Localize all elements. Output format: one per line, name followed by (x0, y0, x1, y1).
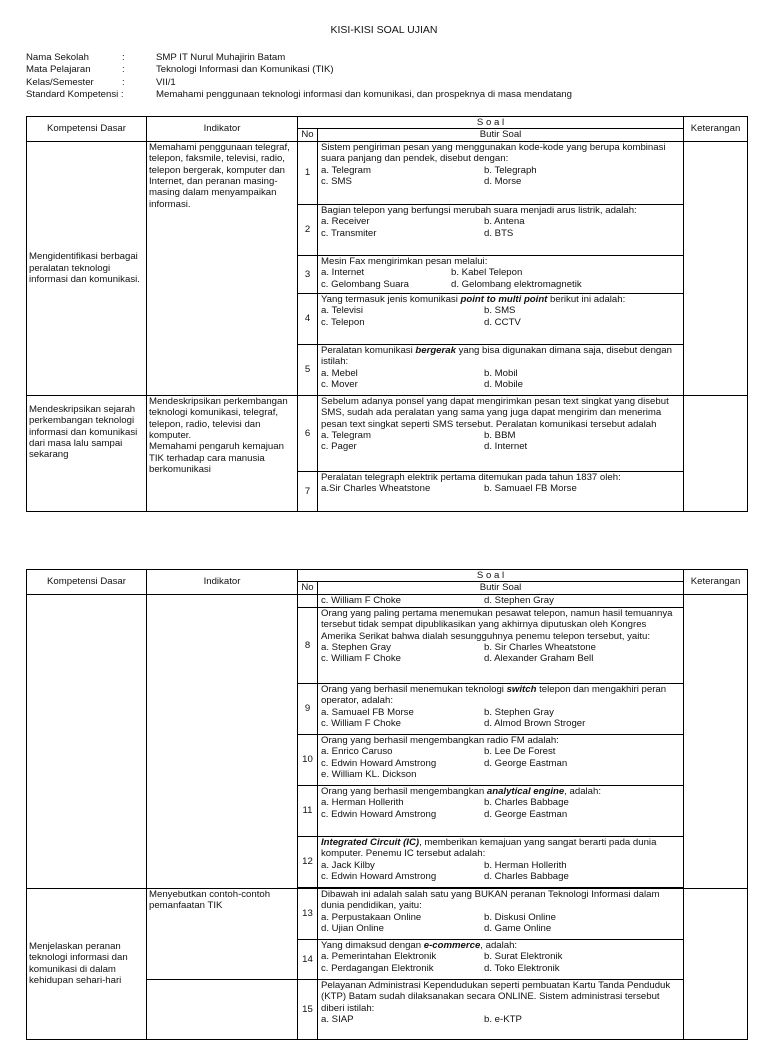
option-b: b. Kabel Telepon (451, 267, 523, 279)
option-b: b. Sir Charles Wheatstone (484, 642, 596, 654)
question-text: Mesin Fax mengirimkan pesan melalui: (321, 255, 488, 267)
question-item (318, 683, 684, 734)
option-a: a. Jack Kilby (321, 859, 375, 871)
answer-options (321, 797, 681, 820)
col-header-soal: S o a l (298, 117, 684, 129)
option-c: c. William F Choke (321, 718, 401, 730)
option-d: d. Mobile (484, 379, 523, 391)
option-d: d. Toko Elektronik (484, 962, 560, 974)
question-number: 14 (298, 939, 318, 979)
question-text: Sebelum adanya ponsel yang dapat mengirimkan pesan text singkat yang disebut SMS, sudah ada peralatan yang sama yang juga dapat mengirim dan menerima pesan text singkat seperti SMS tersebut. Peralatan komunikasi tersebut adalah (321, 395, 669, 430)
option-a: a. Samuael FB Morse (321, 706, 414, 718)
option-d: d. Morse (484, 176, 522, 188)
question-number: 9 (298, 683, 318, 734)
option-a: a. Pemerintahan Elektronik (321, 951, 437, 963)
question-item (318, 939, 684, 979)
question-number (298, 594, 318, 607)
question-text: Orang yang berhasil menemukan teknologi switch telepon dan mengakhiri peran operator, adalah: (321, 683, 667, 707)
option-b: b. Samuael FB Morse (484, 483, 577, 495)
option-a: a. Mebel (321, 367, 358, 379)
question-item (318, 293, 684, 344)
question-number: 5 (298, 344, 318, 395)
question-text: Orang yang berhasil mengembangkan radio FM adalah: (321, 734, 559, 746)
col-header-soal: S o a l (298, 570, 684, 582)
header-row-class: Kelas/Semester : VII/1 (26, 76, 176, 88)
option-d: d. Internet (484, 441, 528, 453)
option-c: d. Ujian Online (321, 923, 384, 935)
question-item (318, 979, 684, 1039)
header-row-competency: Standard Kompetensi : Memahami penggunaan teknologi informasi dan komunikasi, dan prospeknya di masa mendatang (26, 88, 572, 100)
question-text: Dibawah ini adalah salah satu yang BUKAN peranan Teknologi Informasi dalam dunia pendidikan, yaitu: (321, 888, 660, 912)
question-text: Orang yang berhasil mengembangkan analytical engine, adalah: (321, 785, 601, 797)
exam-grid-table-2 (26, 569, 748, 1040)
question-text: Peralatan telegraph elektrik pertama ditemukan pada tahun 1837 oleh: (321, 471, 621, 483)
question-text: Orang yang paling pertama menemukan pesawat telepon, namun hasil temuannya tersebut tidak sempat dipublikasikan yang akhirnya diputuskan oleh Kongres Amerika Serikat bahwa dialah sesungguhnya penemu telepon tersebut, yaitu: (321, 607, 673, 642)
option-c: c. SMS (321, 176, 352, 188)
option-a: a. Enrico Caruso (321, 746, 393, 758)
emphasis-term: bergerak (415, 344, 456, 356)
question-text: Bagian telepon yang berfungsi merubah suara menjadi arus listrik, adalah: (321, 204, 637, 216)
question-text: Peralatan komunikasi bergerak yang bisa digunakan dimana saja, disebut dengan istilah: (321, 344, 672, 368)
question-number: 13 (298, 888, 318, 939)
header-row-subject: Mata Pelajaran : Teknologi Informasi dan Komunikasi (TIK) (26, 64, 334, 76)
option-b: b. Telegraph (484, 164, 537, 176)
option-d: d. Game Online (484, 923, 552, 935)
kompetensi-cell: Mengidentifikasi berbagai peralatan teknologi informasi dan komunikasi. (27, 141, 147, 395)
option-c: c. Gelombang Suara (321, 278, 409, 290)
answer-options (321, 707, 681, 730)
question-text: Integrated Circuit (IC), memberikan kemajuan yang sangat berarti pada dunia komputer. Penemu IC tersebut adalah: (321, 836, 657, 860)
option-d: d. Gelombang elektromagnetik (451, 278, 582, 290)
option-d: d. Alexander Graham Bell (484, 653, 594, 665)
answer-options (321, 216, 681, 239)
question-item-continued (318, 594, 684, 607)
question-item (318, 204, 684, 255)
emphasis-term: point to multi point (460, 293, 548, 305)
indikator-cell: Memahami penggunaan telegraf, telepon, faksmile, televisi, radio, telepon bergerak, komputer dan Internet, dan peranan masing-masing dalam menyampaikan informasi. (147, 141, 298, 395)
kompetensi-cell (27, 594, 147, 888)
answer-options (321, 746, 681, 780)
option-d: d. George Eastman (484, 808, 568, 820)
option-c: c. Perdagangan Elektronik (321, 962, 434, 974)
col-header-no: No (298, 129, 318, 141)
kompetensi-cell: Menjelaskan peranan teknologi informasi dan komunikasi di dalam kehidupan sehari-hari (27, 888, 147, 1039)
question-text: Pelayanan Administrasi Kependudukan seperti pembuatan Kartu Tanda Penduduk (KTP) Batam sudah dilaksanakan secara ONLINE. Sistem administrasi tersebut diberi istilah: (321, 979, 671, 1014)
answer-options (321, 267, 681, 290)
question-text: Sistem pengiriman pesan yang menggunakan kode-kode yang berupa kombinasi suara panjang dan pendek, disebut dengan: (321, 141, 666, 165)
indikator-cell: Menyebutkan contoh-contoh pemanfaatan TIK (147, 888, 298, 979)
option-c: c. Edwin Howard Amstrong (321, 871, 437, 883)
col-header-butir: Butir Soal (318, 129, 684, 141)
option-c: c. Edwin Howard Amstrong (321, 757, 437, 769)
document-header (26, 52, 746, 101)
question-item (318, 888, 684, 939)
option-a: a. Telegram (321, 430, 371, 442)
col-header-butir: Butir Soal (318, 582, 684, 594)
option-e: e. William KL. Dickson (321, 769, 417, 781)
question-number: 4 (298, 293, 318, 344)
option-b: b. Stephen Gray (484, 706, 554, 718)
option-c: c. Telepon (321, 316, 365, 328)
question-item (318, 607, 684, 683)
option-a: a. Perpustakaan Online (321, 911, 422, 923)
emphasis-term: analytical engine (486, 785, 565, 797)
col-header-kompetensi: Kompetensi Dasar (27, 570, 147, 595)
option-a: a. SIAP (321, 1014, 354, 1026)
option-d: d. Stephen Gray (484, 594, 554, 606)
option-a: a.Sir Charles Wheatstone (321, 483, 431, 495)
kompetensi-cell: Mendeskripsikan sejarah perkembangan teknologi informasi dan komunikasi dari masa lalu sampai sekarang (27, 395, 147, 511)
indikator-cell (147, 594, 298, 888)
option-c: c. William F Choke (321, 653, 401, 665)
answer-options (321, 642, 681, 665)
col-header-indikator: Indikator (147, 117, 298, 142)
option-b: b. Antena (484, 216, 525, 228)
question-number: 6 (298, 395, 318, 471)
question-item (318, 734, 684, 785)
option-b: b. Herman Hollerith (484, 859, 567, 871)
question-item (318, 344, 684, 395)
question-number: 15 (298, 979, 318, 1039)
question-number: 11 (298, 785, 318, 836)
col-header-keterangan: Keterangan (684, 117, 748, 142)
document-title: KISI-KISI SOAL UJIAN (330, 24, 438, 36)
question-number: 7 (298, 471, 318, 511)
option-d: d. BTS (484, 227, 514, 239)
option-b: b. Surat Elektronik (484, 951, 563, 963)
exam-grid-table-1 (26, 116, 748, 512)
option-c: c. Transmiter (321, 227, 377, 239)
answer-options (321, 912, 681, 935)
answer-options (321, 860, 681, 883)
option-b: b. SMS (484, 305, 516, 317)
answer-options (321, 595, 681, 606)
keterangan-cell (684, 594, 748, 888)
option-d: d. George Eastman (484, 757, 568, 769)
option-b: b. Mobil (484, 367, 518, 379)
question-item (318, 255, 684, 293)
emphasis-term: Integrated Circuit (IC) (321, 836, 420, 848)
answer-options (321, 430, 681, 453)
indikator-cell (147, 979, 298, 1039)
option-c: c. Mover (321, 379, 358, 391)
question-text: Yang termasuk jenis komunikasi point to multi point berikut ini adalah: (321, 293, 626, 305)
option-a: a. Herman Hollerith (321, 797, 404, 809)
col-header-indikator: Indikator (147, 570, 298, 595)
option-c: c. William F Choke (321, 594, 401, 606)
answer-options (321, 368, 681, 391)
answer-options (321, 951, 681, 974)
option-a: a. Internet (321, 267, 365, 279)
option-d: d. Charles Babbage (484, 871, 569, 883)
option-a: a. Receiver (321, 216, 370, 228)
option-c: c. Pager (321, 441, 357, 453)
question-item (318, 471, 684, 511)
emphasis-term: switch (506, 683, 537, 695)
question-number: 1 (298, 141, 318, 204)
question-item (318, 836, 684, 887)
question-number: 8 (298, 607, 318, 683)
answer-options (321, 305, 681, 328)
option-b: b. e-KTP (484, 1014, 522, 1026)
question-number: 3 (298, 255, 318, 293)
option-a: a. Telegram (321, 164, 371, 176)
option-c: c. Edwin Howard Amstrong (321, 808, 437, 820)
question-number: 12 (298, 836, 318, 887)
col-header-kompetensi: Kompetensi Dasar (27, 117, 147, 142)
question-number: 2 (298, 204, 318, 255)
question-item (318, 141, 684, 204)
indikator-cell: Mendeskripsikan perkembangan teknologi komunikasi, telegraf, telepon, radio, televisi dan komputer. Memahami pengaruh kemajuan TIK terhadap cara manusia berkomunikasi (147, 395, 298, 511)
answer-options (321, 483, 681, 494)
keterangan-cell (684, 888, 748, 1039)
option-b: b. Diskusi Online (484, 911, 556, 923)
question-text: Yang dimaksud dengan e-commerce, adalah: (321, 939, 518, 951)
keterangan-cell (684, 141, 748, 395)
question-item (318, 785, 684, 836)
question-number: 10 (298, 734, 318, 785)
option-b: b. Lee De Forest (484, 746, 556, 758)
emphasis-term: e-commerce (423, 939, 481, 951)
option-b: b. Charles Babbage (484, 797, 569, 809)
option-d: d. Almod Brown Stroger (484, 718, 586, 730)
header-row-school: Nama Sekolah : SMP IT Nurul Muhajirin Batam (26, 52, 286, 63)
question-item (318, 395, 684, 471)
option-a: a. Televisi (321, 305, 363, 317)
keterangan-cell (684, 395, 748, 511)
answer-options (321, 165, 681, 188)
option-a: a. Stephen Gray (321, 642, 391, 654)
col-header-keterangan: Keterangan (684, 570, 748, 595)
col-header-no: No (298, 582, 318, 594)
option-d: d. CCTV (484, 316, 521, 328)
option-b: b. BBM (484, 430, 516, 442)
